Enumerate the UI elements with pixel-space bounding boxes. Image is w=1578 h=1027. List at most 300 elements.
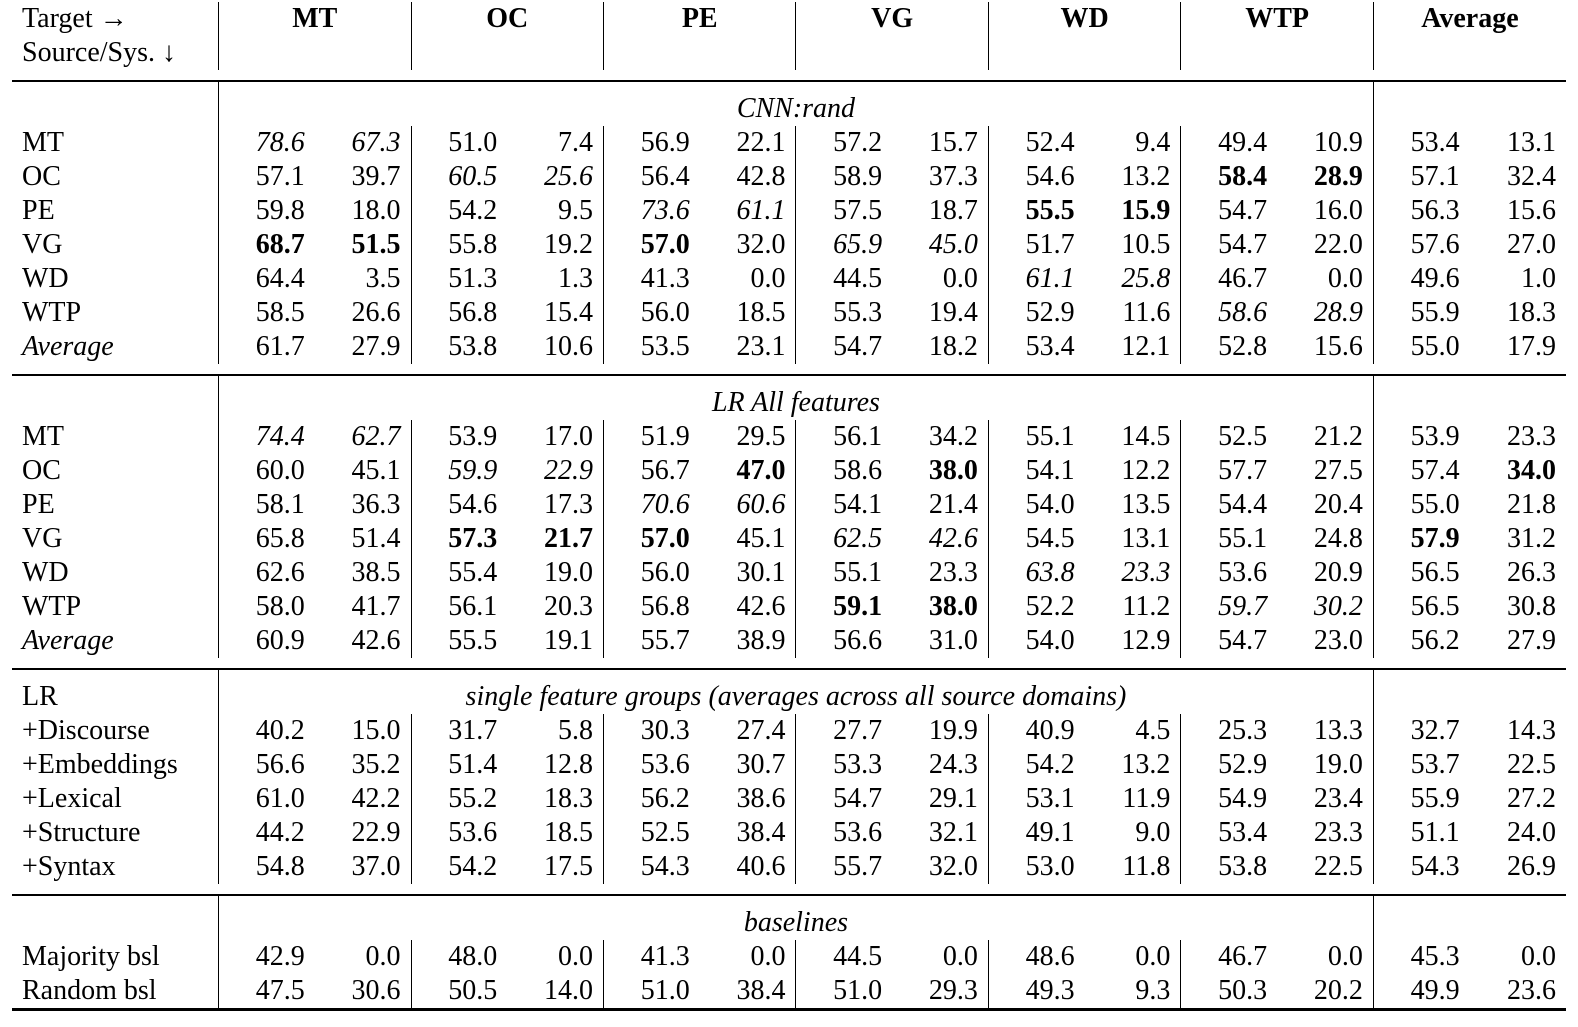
table-cell: 9.5 bbox=[557, 195, 593, 226]
table-cell: 18.2 bbox=[928, 331, 978, 362]
table-cell: 0.0 bbox=[1135, 941, 1171, 972]
table-row bbox=[12, 590, 1566, 624]
table-cell: 73.6 bbox=[603, 194, 699, 228]
table-cell: 54.7 bbox=[1181, 194, 1277, 228]
table-cell: 30.8 bbox=[1507, 591, 1556, 622]
table-cell: 18.0 bbox=[351, 195, 401, 226]
results-table bbox=[12, 2, 1566, 1011]
table-cell: 60.5 bbox=[411, 160, 507, 194]
table-cell: 9.4 bbox=[1135, 127, 1171, 158]
table-row bbox=[12, 624, 1566, 658]
table-cell: 62.7 bbox=[351, 421, 401, 452]
table-body bbox=[12, 70, 1566, 1010]
table-cell: 51.4 bbox=[411, 748, 507, 782]
table-cell: 67.3 bbox=[351, 127, 401, 158]
table-cell: 56.2 bbox=[603, 782, 699, 816]
table-cell: 51.7 bbox=[988, 228, 1084, 262]
table-cell: 57.4 bbox=[1373, 454, 1469, 488]
table-cell: 15.0 bbox=[351, 715, 401, 746]
table-cell: 0.0 bbox=[557, 941, 593, 972]
row-label-lexical: +Lexical bbox=[22, 783, 122, 814]
table-cell: 10.9 bbox=[1313, 127, 1363, 158]
table-cell: 11.6 bbox=[1122, 297, 1171, 328]
table-cell: 55.0 bbox=[1373, 488, 1469, 522]
table-cell: 27.2 bbox=[1507, 783, 1556, 814]
table-cell: 17.3 bbox=[543, 489, 593, 520]
table-row bbox=[12, 126, 1566, 160]
section-gap bbox=[12, 81, 1566, 92]
table-cell: 19.0 bbox=[1313, 749, 1363, 780]
table-cell: 47.5 bbox=[219, 974, 315, 1010]
table-cell: 54.5 bbox=[988, 522, 1084, 556]
table-cell: 22.9 bbox=[351, 817, 401, 848]
table-cell: 0.0 bbox=[750, 941, 786, 972]
table-cell: 53.6 bbox=[796, 816, 892, 850]
table-cell: 54.7 bbox=[796, 782, 892, 816]
table-cell: 55.2 bbox=[411, 782, 507, 816]
table-cell: 26.9 bbox=[1507, 851, 1556, 882]
column-header-wtp: WTP bbox=[1181, 2, 1373, 36]
table-cell: 56.3 bbox=[1373, 194, 1469, 228]
table-cell: 14.3 bbox=[1507, 715, 1556, 746]
table-cell: 38.0 bbox=[928, 591, 978, 622]
table-cell: 42.6 bbox=[736, 591, 786, 622]
table-cell: 53.6 bbox=[411, 816, 507, 850]
table-cell: 46.7 bbox=[1181, 940, 1277, 974]
table-cell: 49.6 bbox=[1373, 262, 1469, 296]
table-cell: 60.6 bbox=[736, 489, 786, 520]
table-row bbox=[12, 228, 1566, 262]
table-cell: 57.9 bbox=[1373, 522, 1469, 556]
section-separator bbox=[12, 884, 1566, 895]
row-label-majority-bsl: Majority bsl bbox=[22, 941, 160, 972]
row-label-wtp: WTP bbox=[22, 591, 82, 622]
table-cell: 56.0 bbox=[603, 296, 699, 330]
table-cell: 55.9 bbox=[1373, 296, 1469, 330]
table-cell: 53.8 bbox=[411, 330, 507, 364]
table-cell: 50.5 bbox=[411, 974, 507, 1010]
table-cell: 41.3 bbox=[603, 262, 699, 296]
table-cell: 20.2 bbox=[1277, 974, 1373, 1010]
table-cell: 40.2 bbox=[219, 714, 315, 748]
table-cell: 54.3 bbox=[1373, 850, 1469, 884]
table-cell: 49.9 bbox=[1373, 974, 1469, 1010]
table-row bbox=[12, 420, 1566, 454]
table-cell: 54.6 bbox=[988, 160, 1084, 194]
table-cell: 56.2 bbox=[1373, 624, 1469, 658]
table-cell: 18.7 bbox=[928, 195, 978, 226]
section-title-row bbox=[12, 92, 1566, 126]
section-separator bbox=[12, 658, 1566, 669]
table-cell: 24.0 bbox=[1507, 817, 1556, 848]
table-row bbox=[12, 782, 1566, 816]
table-cell: 59.7 bbox=[1181, 590, 1277, 624]
table-cell: 51.0 bbox=[796, 974, 892, 1010]
table-cell: 54.2 bbox=[411, 850, 507, 884]
table-cell: 21.8 bbox=[1507, 489, 1556, 520]
table-cell: 44.5 bbox=[796, 262, 892, 296]
table-cell: 30.6 bbox=[315, 974, 411, 1010]
table-cell: 15.7 bbox=[928, 127, 978, 158]
section-gap bbox=[12, 669, 1566, 680]
table-cell: 30.2 bbox=[1313, 591, 1363, 622]
table-cell: 0.0 bbox=[942, 941, 978, 972]
table-cell: 56.0 bbox=[603, 556, 699, 590]
section-lead-label bbox=[12, 92, 219, 126]
table-cell: 45.1 bbox=[351, 455, 401, 486]
table-cell: 60.9 bbox=[219, 624, 315, 658]
table-cell: 10.6 bbox=[543, 331, 593, 362]
table-cell: 56.5 bbox=[1373, 556, 1469, 590]
table-cell: 61.0 bbox=[219, 782, 315, 816]
table-cell: 53.5 bbox=[603, 330, 699, 364]
table-cell: 49.3 bbox=[988, 974, 1084, 1010]
column-header-mt: MT bbox=[219, 2, 411, 36]
table-cell: 56.8 bbox=[411, 296, 507, 330]
table-cell: 11.2 bbox=[1122, 591, 1171, 622]
table-cell: 4.5 bbox=[1135, 715, 1171, 746]
table-cell: 28.9 bbox=[1313, 297, 1363, 328]
table-cell: 7.4 bbox=[557, 127, 593, 158]
table-cell: 65.8 bbox=[219, 522, 315, 556]
table-row bbox=[12, 974, 1566, 1010]
table-cell: 56.5 bbox=[1373, 590, 1469, 624]
table-cell: 20.3 bbox=[543, 591, 593, 622]
table-cell: 56.6 bbox=[796, 624, 892, 658]
table-cell: 0.0 bbox=[942, 263, 978, 294]
row-label-average: Average bbox=[22, 625, 114, 656]
table-row bbox=[12, 454, 1566, 488]
table-cell: 61.7 bbox=[219, 330, 315, 364]
corner-target-label: Target → bbox=[22, 3, 128, 34]
table-cell: 52.2 bbox=[988, 590, 1084, 624]
table-row bbox=[12, 194, 1566, 228]
table-row bbox=[12, 748, 1566, 782]
table-cell: 0.0 bbox=[1327, 941, 1363, 972]
table-cell: 15.6 bbox=[1313, 331, 1363, 362]
table-cell: 53.4 bbox=[1181, 816, 1277, 850]
row-label-mt: MT bbox=[22, 421, 64, 452]
table-cell: 35.2 bbox=[351, 749, 401, 780]
table-cell: 56.6 bbox=[219, 748, 315, 782]
table-cell: 51.0 bbox=[603, 974, 699, 1010]
table-cell: 49.1 bbox=[988, 816, 1084, 850]
table-cell: 17.0 bbox=[543, 421, 593, 452]
table-cell: 23.0 bbox=[1313, 625, 1363, 656]
table-cell: 52.9 bbox=[1181, 748, 1277, 782]
table-row bbox=[12, 330, 1566, 364]
table-cell: 18.5 bbox=[543, 817, 593, 848]
table-cell: 60.0 bbox=[219, 454, 315, 488]
table-cell: 14.5 bbox=[1121, 421, 1171, 452]
table-cell: 70.6 bbox=[603, 488, 699, 522]
table-cell: 55.8 bbox=[411, 228, 507, 262]
table-cell: 18.5 bbox=[736, 297, 786, 328]
table-cell: 38.6 bbox=[736, 783, 786, 814]
table-cell: 26.6 bbox=[351, 297, 401, 328]
table-cell: 23.3 bbox=[1507, 421, 1556, 452]
table-cell: 46.7 bbox=[1181, 262, 1277, 296]
section-gap bbox=[12, 375, 1566, 386]
table-cell: 48.6 bbox=[988, 940, 1084, 974]
table-cell: 22.5 bbox=[1507, 749, 1556, 780]
table-cell: 54.1 bbox=[796, 488, 892, 522]
table-cell: 0.0 bbox=[1521, 941, 1556, 972]
table-cell: 54.7 bbox=[1181, 228, 1277, 262]
table-cell: 63.8 bbox=[988, 556, 1084, 590]
table-cell: 53.8 bbox=[1181, 850, 1277, 884]
table-cell: 32.0 bbox=[928, 851, 978, 882]
table-cell: 74.4 bbox=[219, 420, 315, 454]
table-cell: 56.1 bbox=[411, 590, 507, 624]
table-cell: 53.6 bbox=[1181, 556, 1277, 590]
table-cell: 26.3 bbox=[1507, 557, 1556, 588]
table-cell: 52.8 bbox=[1181, 330, 1277, 364]
table-cell: 47.0 bbox=[736, 455, 786, 486]
section-title: CNN:rand bbox=[219, 92, 1374, 126]
table-cell: 58.4 bbox=[1181, 160, 1277, 194]
column-header-wd: WD bbox=[988, 2, 1180, 36]
table-cell: 41.3 bbox=[603, 940, 699, 974]
row-label-wd: WD bbox=[22, 263, 69, 294]
table-cell: 56.9 bbox=[603, 126, 699, 160]
table-cell: 19.4 bbox=[928, 297, 978, 328]
table-cell: 58.6 bbox=[1181, 296, 1277, 330]
table-cell: 54.1 bbox=[988, 454, 1084, 488]
table-cell: 19.1 bbox=[543, 625, 593, 656]
table-cell: 54.2 bbox=[411, 194, 507, 228]
table-cell: 54.8 bbox=[219, 850, 315, 884]
table-cell: 56.7 bbox=[603, 454, 699, 488]
table-cell: 31.0 bbox=[928, 625, 978, 656]
table-row bbox=[12, 714, 1566, 748]
table-cell: 13.3 bbox=[1313, 715, 1363, 746]
table-cell: 0.0 bbox=[750, 263, 786, 294]
table-cell: 30.1 bbox=[736, 557, 786, 588]
table-cell: 51.0 bbox=[411, 126, 507, 160]
table-cell: 15.9 bbox=[1121, 195, 1171, 226]
table-cell: 58.0 bbox=[219, 590, 315, 624]
table-cell: 38.4 bbox=[700, 974, 796, 1010]
table-cell: 57.1 bbox=[219, 160, 315, 194]
section-title-row bbox=[12, 906, 1566, 940]
table-row bbox=[12, 522, 1566, 556]
column-header-oc: OC bbox=[411, 2, 603, 36]
table-cell: 9.0 bbox=[1135, 817, 1171, 848]
table-cell: 27.9 bbox=[351, 331, 401, 362]
table-cell: 39.7 bbox=[351, 161, 401, 192]
section-separator bbox=[12, 70, 1566, 81]
table-cell: 32.1 bbox=[928, 817, 978, 848]
table-cell: 62.5 bbox=[796, 522, 892, 556]
section-title-row bbox=[12, 680, 1566, 714]
row-label-oc: OC bbox=[22, 161, 61, 192]
table-cell: 59.1 bbox=[796, 590, 892, 624]
table-cell: 65.9 bbox=[796, 228, 892, 262]
section-lead-label: LR bbox=[22, 681, 58, 712]
table-cell: 58.9 bbox=[796, 160, 892, 194]
row-label-structure: +Structure bbox=[22, 817, 141, 848]
header-row bbox=[12, 2, 1566, 36]
table-cell: 27.5 bbox=[1313, 455, 1363, 486]
table-cell: 13.5 bbox=[1121, 489, 1171, 520]
table-cell: 54.0 bbox=[988, 488, 1084, 522]
table-cell: 31.7 bbox=[411, 714, 507, 748]
table-cell: 30.7 bbox=[736, 749, 786, 780]
column-header-vg: VG bbox=[796, 2, 988, 36]
table-cell: 55.1 bbox=[988, 420, 1084, 454]
row-label-syntax: +Syntax bbox=[22, 851, 116, 882]
table-cell: 37.3 bbox=[928, 161, 978, 192]
table-cell: 56.8 bbox=[603, 590, 699, 624]
table-cell: 51.1 bbox=[1373, 816, 1469, 850]
table-cell: 32.4 bbox=[1507, 161, 1556, 192]
table-cell: 0.0 bbox=[1327, 263, 1363, 294]
table-cell: 24.8 bbox=[1313, 523, 1363, 554]
table-cell: 22.1 bbox=[736, 127, 786, 158]
table-cell: 12.9 bbox=[1121, 625, 1171, 656]
table-cell: 53.3 bbox=[796, 748, 892, 782]
table-cell: 10.5 bbox=[1121, 229, 1171, 260]
table-cell: 23.6 bbox=[1470, 974, 1566, 1010]
table-cell: 78.6 bbox=[219, 126, 315, 160]
table-cell: 11.9 bbox=[1122, 783, 1171, 814]
table-cell: 17.9 bbox=[1507, 331, 1556, 362]
table-cell: 29.1 bbox=[928, 783, 978, 814]
table-cell: 55.5 bbox=[411, 624, 507, 658]
table-row bbox=[12, 262, 1566, 296]
row-label-random-bsl: Random bsl bbox=[12, 974, 219, 1010]
table-cell: 18.3 bbox=[543, 783, 593, 814]
table-cell: 53.9 bbox=[1373, 420, 1469, 454]
table-cell: 23.3 bbox=[1121, 557, 1171, 588]
table-cell: 56.4 bbox=[603, 160, 699, 194]
table-cell: 13.2 bbox=[1121, 161, 1171, 192]
table-cell: 53.9 bbox=[411, 420, 507, 454]
table-row bbox=[12, 296, 1566, 330]
table-cell: 1.3 bbox=[557, 263, 593, 294]
table-row bbox=[12, 940, 1566, 974]
table-cell: 57.5 bbox=[796, 194, 892, 228]
row-label-discourse: +Discourse bbox=[22, 715, 150, 746]
row-label-pe: PE bbox=[22, 489, 55, 520]
table-cell: 40.9 bbox=[988, 714, 1084, 748]
table-cell: 58.6 bbox=[796, 454, 892, 488]
table-cell: 53.4 bbox=[988, 330, 1084, 364]
table-cell: 51.5 bbox=[351, 229, 401, 260]
table-cell: 11.8 bbox=[1122, 851, 1171, 882]
table-cell: 23.3 bbox=[928, 557, 978, 588]
table-cell: 51.3 bbox=[411, 262, 507, 296]
section-title-row bbox=[12, 386, 1566, 420]
table-cell: 37.0 bbox=[351, 851, 401, 882]
table-cell: 61.1 bbox=[988, 262, 1084, 296]
table-cell: 50.3 bbox=[1181, 974, 1277, 1010]
table-cell: 38.9 bbox=[736, 625, 786, 656]
table-cell: 45.0 bbox=[928, 229, 978, 260]
table-cell: 36.3 bbox=[351, 489, 401, 520]
header-row-2 bbox=[12, 36, 1566, 70]
table-row bbox=[12, 816, 1566, 850]
table-cell: 25.6 bbox=[543, 161, 593, 192]
table-row bbox=[12, 488, 1566, 522]
table-cell: 25.8 bbox=[1121, 263, 1171, 294]
table-cell: 5.8 bbox=[557, 715, 593, 746]
table-cell: 53.7 bbox=[1373, 748, 1469, 782]
table-cell: 55.1 bbox=[1181, 522, 1277, 556]
table-cell: 38.5 bbox=[351, 557, 401, 588]
table-cell: 57.0 bbox=[603, 228, 699, 262]
table-cell: 3.5 bbox=[365, 263, 401, 294]
section-title: baselines bbox=[219, 906, 1374, 940]
table-cell: 52.9 bbox=[988, 296, 1084, 330]
table-cell: 57.2 bbox=[796, 126, 892, 160]
table-cell: 12.8 bbox=[543, 749, 593, 780]
column-header-pe: PE bbox=[603, 2, 795, 36]
table-cell: 54.2 bbox=[988, 748, 1084, 782]
section-lead-label bbox=[12, 906, 219, 940]
table-cell: 57.0 bbox=[603, 522, 699, 556]
table-cell: 19.0 bbox=[543, 557, 593, 588]
table-cell: 53.0 bbox=[988, 850, 1084, 884]
table-cell: 19.2 bbox=[543, 229, 593, 260]
table-cell: 57.7 bbox=[1181, 454, 1277, 488]
table-cell: 52.4 bbox=[988, 126, 1084, 160]
table-cell: 42.9 bbox=[219, 940, 315, 974]
table-cell: 53.6 bbox=[603, 748, 699, 782]
table-cell: 23.1 bbox=[736, 331, 786, 362]
row-label-embeddings: +Embeddings bbox=[22, 749, 178, 780]
table-cell: 48.0 bbox=[411, 940, 507, 974]
table-cell: 42.8 bbox=[736, 161, 786, 192]
table-cell: 15.6 bbox=[1507, 195, 1556, 226]
table-cell: 45.3 bbox=[1373, 940, 1469, 974]
table-cell: 21.4 bbox=[928, 489, 978, 520]
table-cell: 55.4 bbox=[411, 556, 507, 590]
table-cell: 21.7 bbox=[543, 523, 593, 554]
section-gap bbox=[12, 895, 1566, 906]
table-cell: 9.3 bbox=[1085, 974, 1181, 1010]
table-cell: 40.6 bbox=[736, 851, 786, 882]
table-cell: 61.1 bbox=[736, 195, 786, 226]
table-cell: 55.9 bbox=[1373, 782, 1469, 816]
table-row bbox=[12, 850, 1566, 884]
table-cell: 55.7 bbox=[796, 850, 892, 884]
table-cell: 25.3 bbox=[1181, 714, 1277, 748]
table-cell: 18.3 bbox=[1507, 297, 1556, 328]
table-cell: 54.4 bbox=[1181, 488, 1277, 522]
table-cell: 27.0 bbox=[1507, 229, 1556, 260]
row-label-wtp: WTP bbox=[22, 297, 82, 328]
table-cell: 52.5 bbox=[1181, 420, 1277, 454]
table-cell: 57.3 bbox=[411, 522, 507, 556]
table-row bbox=[12, 556, 1566, 590]
row-label-pe: PE bbox=[22, 195, 55, 226]
table-cell: 54.6 bbox=[411, 488, 507, 522]
table-cell: 59.8 bbox=[219, 194, 315, 228]
table-cell: 64.4 bbox=[219, 262, 315, 296]
table-cell: 12.1 bbox=[1121, 331, 1171, 362]
table-cell: 55.5 bbox=[988, 194, 1084, 228]
row-label-mt: MT bbox=[22, 127, 64, 158]
table-cell: 51.9 bbox=[603, 420, 699, 454]
table-cell: 1.0 bbox=[1521, 263, 1556, 294]
row-label-oc: OC bbox=[22, 455, 61, 486]
row-label-vg: VG bbox=[22, 229, 63, 260]
table-cell: 32.0 bbox=[736, 229, 786, 260]
table-cell: 55.3 bbox=[796, 296, 892, 330]
table-cell: 55.0 bbox=[1373, 330, 1469, 364]
